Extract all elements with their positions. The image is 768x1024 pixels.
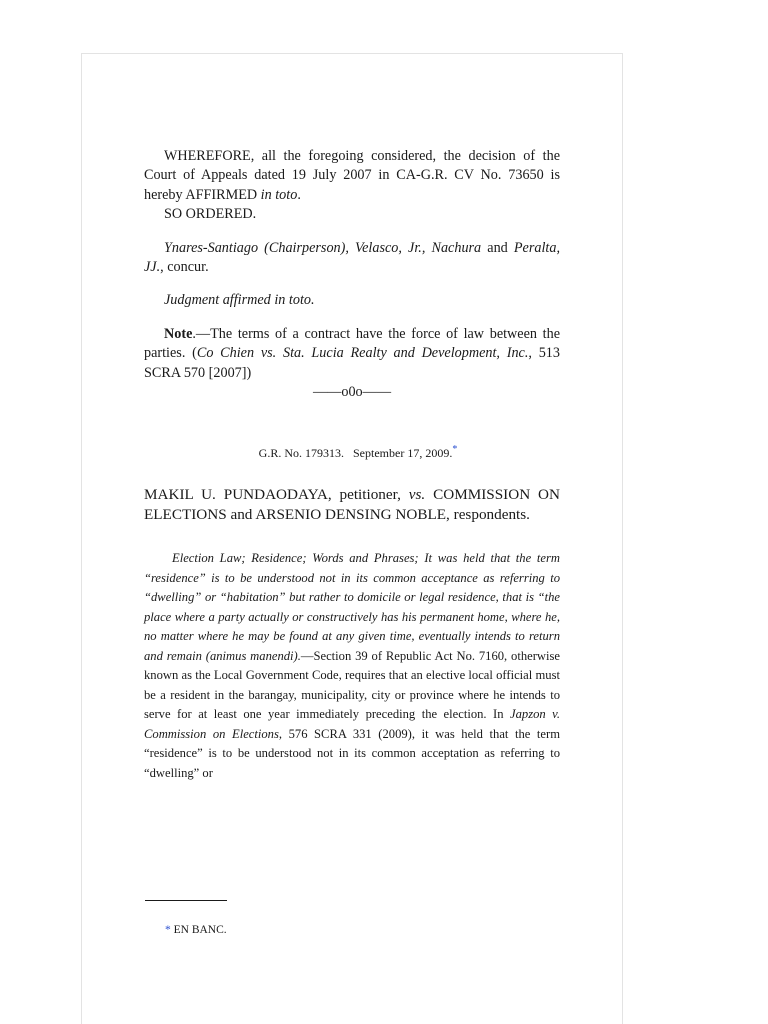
case-number: G.R. No. 179313. [258,446,344,461]
decision-paragraph: WHEREFORE, all the foregoing considered, the decision of the Court of Appeals dated 19 July 2007 in CA-G.R. CV No. 73650 is hereby AFFIRMED in toto. [144,148,560,203]
so-ordered: SO ORDERED. [164,206,257,223]
note-paragraph: Note.—The terms of a contract have the force of law between the parties. (Co Chien vs. Sta. Lucia Realty and Development, Inc., 513 SCRA 570 [2007]) [144,325,560,381]
judgment-line: Judgment affirmed in toto. [164,292,315,309]
document-body [144,147,560,783]
wherefore-text: WHEREFORE [164,148,251,164]
footnote-marker: * [165,924,171,936]
syllabus [144,549,560,783]
note-label: Note [164,325,193,342]
footnote-ref-link[interactable]: * [452,444,458,456]
footnote: * EN BANC. [165,924,227,936]
case-heading [144,442,560,461]
case-date: September 17, 2009. [353,446,453,461]
section-separator: ——o0o—— [312,384,392,401]
concurrence: Ynares-Santiago (Chairperson), Velasco, Jr., Nachura and Peralta, JJ., concur. [144,239,560,276]
syllabus-paragraph: Election Law; Residence; Words and Phrases; It was held that the term “residence” is to be understood not in its common acceptance as referring to “dwelling” or “habitation” but rather to domicile or legal residence, that is “the place where a party actually or constructively has his permanent home, where he, no matter where he may be found at any given time, eventually intends to return and remain (animus manendi).—Section 39 of Republic Act No. 7160, otherwise known as the Local Government Code, requires that an elective local official must be a resident in the barangay, municipality, city or province where he intends to serve for at least one year immediately preceding the election. In Japzon v. Commission on Elections, 576 SCRA 331 (2009), it was held that the term “residence” is to be understood not in its common acceptation as referring to “dwelling” or [144,551,561,780]
footnote-divider [145,900,227,901]
case-parties: MAKIL U. PUNDAODAYA, petitioner, vs. COMMISSION ON ELECTIONS and ARSENIO DENSING NOBLE, respondents. [144,486,560,524]
